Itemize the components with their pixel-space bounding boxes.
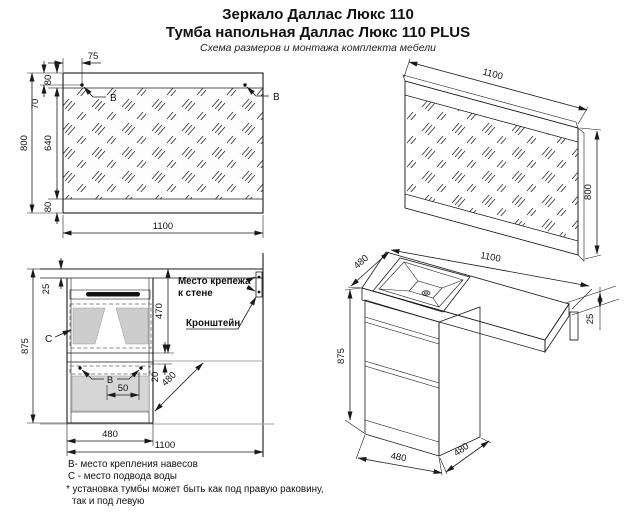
hook-point-right (139, 366, 142, 369)
sink-rim-strip (86, 292, 140, 297)
dim-depth: 480 (159, 369, 179, 389)
note-hook: В- место крепления навесов (68, 459, 198, 470)
bracket-screw-bottom (258, 291, 261, 294)
dim-hook-spacing: 50 (117, 383, 129, 394)
note-install-1: * установка тумбы может быть как под правую раковину, (66, 484, 324, 495)
dim-persp-mirror-width: 1100 (481, 66, 504, 83)
dim-band-top: 80 (43, 74, 54, 86)
water-label: С (45, 334, 53, 345)
dim-cabinet-height: 875 (20, 338, 31, 354)
dim-upper-height: 470 (154, 303, 165, 319)
dim-band-bottom: 80 (43, 201, 54, 213)
subtitle: Схема размеров и монтажа комплекта мебели (200, 42, 436, 54)
dim-persp-counter-thickness: 25 (585, 313, 596, 325)
hook-point-left (78, 366, 81, 369)
dim-persp-depth: 480 (351, 252, 371, 272)
dim-body-width: 480 (102, 429, 118, 440)
note-water: С - место подвода воды (68, 471, 177, 482)
title-line-1: Зеркало Даллас Люкс 110 (222, 6, 414, 23)
dim-persp-height: 875 (336, 348, 347, 364)
dim-hook-gap: 20 (150, 371, 161, 383)
dim-counter-thickness: 25 (41, 283, 52, 295)
dim-glass-height: 640 (43, 135, 54, 151)
mount-point-right (243, 83, 246, 86)
dim-persp-side: 480 (451, 440, 472, 460)
hook-label-right: В (273, 92, 280, 103)
dim-persp-mirror-height: 800 (583, 184, 594, 200)
wall-mount-label-2: к стене (178, 288, 213, 299)
bracket-label: Кронштейн (186, 318, 241, 329)
note-install-2: так и под левую (72, 496, 145, 507)
dim-persp-width: 1100 (479, 250, 502, 265)
dim-hook-x: 75 (87, 51, 99, 62)
dim-persp-front: 480 (389, 450, 408, 465)
mirror-glass-hatch (63, 88, 263, 199)
hook-label-left: В (110, 93, 117, 104)
title-line-2: Тумба напольная Даллас Люкс 110 PLUS (165, 24, 471, 41)
dim-hook-y: 70 (30, 98, 41, 110)
dim-total-width: 1100 (154, 440, 176, 451)
dim-mirror-height: 800 (19, 135, 30, 151)
wall-mount-label-1: Место крепежа (178, 276, 251, 287)
dim-mirror-width: 1100 (152, 221, 174, 232)
bracket-screw-top (258, 276, 261, 279)
hook-label: В (106, 375, 114, 386)
